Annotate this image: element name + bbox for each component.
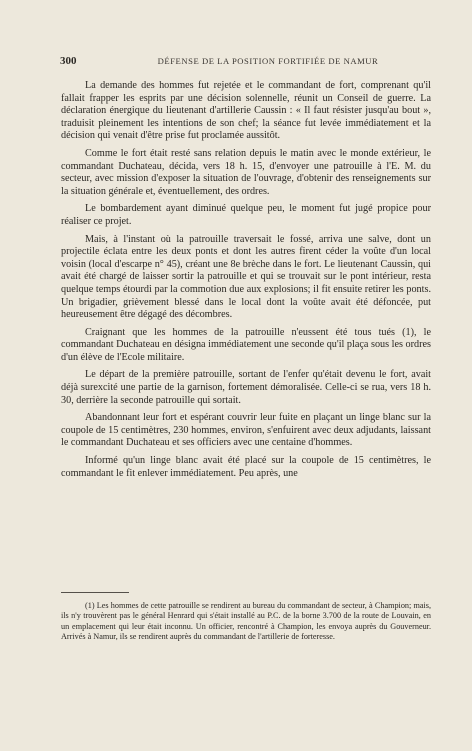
paragraph: Le départ de la première patrouille, sortant de l'enfer qu'était devenu le fort, avait déjà surexcité une partie de la garnison, fortement démoralisée. Celle-ci se rua, vers 18 h. 30, derrière la seconde patrouille qui sortait.	[61, 369, 431, 406]
paragraph: Mais, à l'instant où la patrouille traversait le fossé, arriva une salve, dont un projectile éclata entre les deux ponts et dont les autres firent céder la voûte d'un local voisin (local d'escarpe n° 45), créant une 8e brèche dans le fort. Le lieutenant Caussin, qui avait été chargé de laisser sortir la patrouille et qui se trouvait sur le pont intérieur, resta quelque temps étourdi par la commotion due aux explosions; il fit ensuite retirer les ponts. Un brigadier, grièvement blessé dans le local dont la voûte avait été défoncée, put heureusement être dégagé des décombres.	[61, 233, 431, 321]
body-text	[61, 80, 431, 485]
footnote-text: (1) Les hommes de cette patrouille se rendirent au bureau du commandant de secteur, à Champion; mais, ils n'y trouvèrent pas le général Henrard qui s'était installé au P.C. de la borne 3.700 de la route de Louvain, en un emplacement qui leur était inconnu. Un officier, rencontré à Champion, les envoya auprès du Gouverneur. Arrivés à Namur, ils se rendirent auprès du commandant de l'artillerie de forteresse.	[61, 601, 431, 642]
footnote-divider	[61, 592, 129, 593]
footnote	[61, 601, 431, 643]
paragraph: Comme le fort était resté sans relation depuis le matin avec le monde extérieur, le commandant Duchateau, décida, vers 18 h. 15, d'envoyer une patrouille à l'E. M. du secteur, avec mission d'exposer la situation de l'ouvrage, d'obtenir des renseignements sur la situation générale et, éventuellement, des ordres.	[61, 147, 431, 197]
paragraph: Le bombardement ayant diminué quelque peu, le moment fut jugé propice pour réaliser ce projet.	[61, 203, 431, 227]
paragraph: Informé qu'un linge blanc avait été placé sur la coupole de 15 centimètres, le commandant le fit enlever immédiatement. Peu après, une	[61, 455, 431, 479]
paragraph: Craignant que les hommes de la patrouille n'eussent été tous tués (1), le commandant Duchateau en désigna immédiatement une seconde qu'il plaça sous les ordres d'un élève de l'Ecole militaire.	[61, 326, 431, 363]
paragraph: La demande des hommes fut rejetée et le commandant de fort, comprenant qu'il fallait frapper les esprits par une décision solennelle, réunit un Conseil de guerre. La déclaration énergique du lieutenant d'artillerie Caussin : « Il faut résister jusqu'au bout », traduisit pleinement les intentions de son chef; la séance fut levée immédiatement et la décision qui venait d'être prise fut proclamée aussitôt.	[61, 80, 431, 142]
page-number: 300	[60, 55, 77, 67]
page-header	[60, 55, 416, 69]
paragraph: Abandonnant leur fort et espérant couvrir leur fuite en plaçant un linge blanc sur la coupole de 15 centimètres, 230 hommes, environ, s'enfuirent avec deux adjudants, laissant le commandant Duchateau et ses officiers avec une centaine d'hommes.	[61, 412, 431, 449]
running-title: DÉFENSE DE LA POSITION FORTIFIÉE DE NAMUR	[157, 56, 379, 66]
